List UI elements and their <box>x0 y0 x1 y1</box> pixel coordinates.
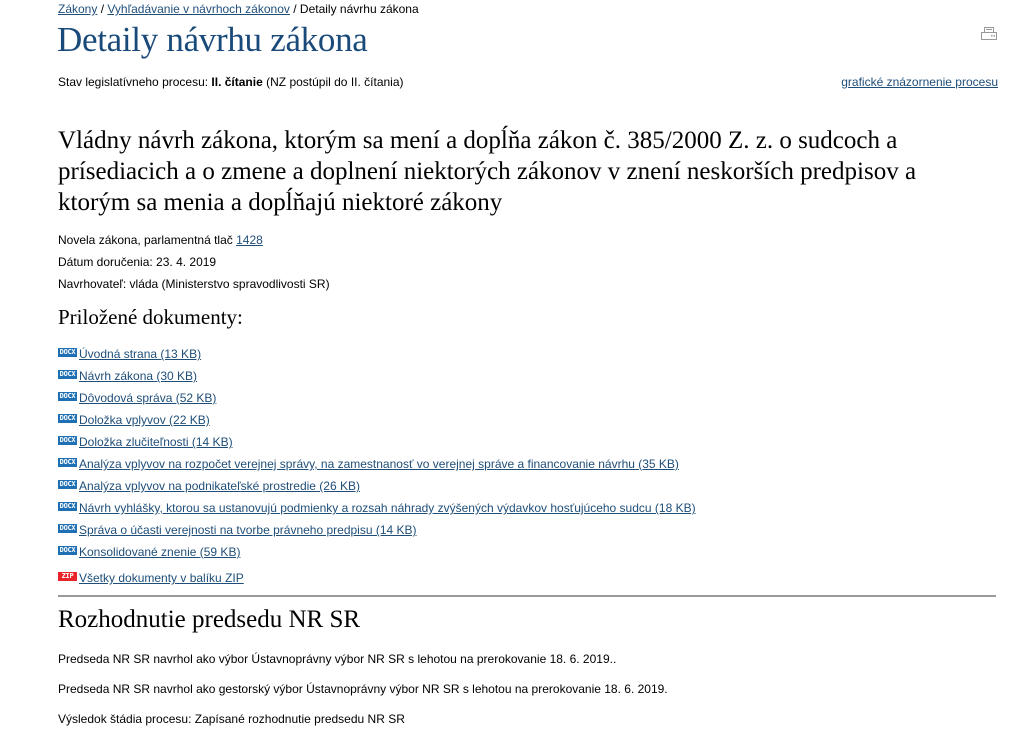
decision-paragraph: Predseda NR SR navrhol ako výbor Ústavnoprávny výbor NR SR s lehotou na prerokovanie 18. 6. 2019.. <box>58 652 617 666</box>
breadcrumb-separator: / <box>97 2 108 16</box>
zip-file-icon: ZIP <box>58 572 77 581</box>
document-link[interactable]: Návrh vyhlášky, ktorou sa ustanovujú podmienky a rozsah náhrady zvýšených výdavkov hosťujúceho sudcu (18 KB) <box>79 501 696 515</box>
docx-file-icon: DOCX <box>59 347 76 356</box>
document-link[interactable]: Analýza vplyvov na podnikateľské prostredie (26 KB) <box>79 479 360 493</box>
docx-file-icon: DOCX <box>59 523 76 532</box>
list-item <box>58 541 696 563</box>
list-item <box>58 497 696 519</box>
document-list <box>58 343 696 563</box>
attached-documents-heading: Priložené dokumenty: <box>58 305 243 329</box>
status-note: (NZ postúpil do II. čítania) <box>262 75 404 89</box>
list-item <box>58 475 696 497</box>
list-item <box>58 365 696 387</box>
docx-file-icon: DOCX <box>59 545 76 554</box>
document-link[interactable]: Konsolidované znenie (59 KB) <box>79 545 241 559</box>
docx-file-icon: DOCX <box>59 479 76 488</box>
docx-file-icon: DOCX <box>59 457 76 466</box>
breadcrumb-current: Detaily návrhu zákona <box>299 2 419 16</box>
parliamentary-print <box>58 233 263 247</box>
list-item <box>58 519 696 541</box>
status-value: II. čítanie <box>211 75 263 89</box>
list-item <box>58 387 696 409</box>
breadcrumb-link-laws[interactable]: Zákony <box>58 2 98 16</box>
document-link[interactable]: Doložka zlučiteľnosti (14 KB) <box>79 435 233 449</box>
page-title: Detaily návrhu zákona <box>57 20 368 59</box>
document-link[interactable]: Dôvodová správa (52 KB) <box>79 391 217 405</box>
breadcrumb-separator: / <box>289 2 300 16</box>
print-number-link[interactable]: 1428 <box>236 233 263 247</box>
document-link[interactable]: Správa o účasti verejnosti na tvorbe právneho predpisu (14 KB) <box>79 523 417 537</box>
list-item <box>58 343 696 365</box>
zip-download-link[interactable]: Všetky dokumenty v balíku ZIP <box>79 571 244 585</box>
docx-file-icon: DOCX <box>59 369 76 378</box>
printer-icon[interactable] <box>981 27 997 41</box>
proposer: Navrhovateľ: vláda (Ministerstvo spravodlivosti SR) <box>58 277 330 291</box>
document-link[interactable]: Návrh zákona (30 KB) <box>79 369 198 383</box>
document-link[interactable]: Doložka vplyvov (22 KB) <box>79 413 210 427</box>
legislative-status <box>58 75 404 89</box>
print-label: Novela zákona, parlamentná tlač <box>58 233 237 247</box>
list-item <box>58 453 696 475</box>
document-link[interactable]: Úvodná strana (13 KB) <box>79 347 202 361</box>
breadcrumb-link-search[interactable]: Vyhľadávanie v návrhoch zákonov <box>107 2 290 16</box>
section-divider <box>58 595 996 597</box>
bill-title: Vládny návrh zákona, ktorým sa mení a dopĺňa zákon č. 385/2000 Z. z. o sudcoch a prísediacich a o zmene a doplnení niektorých zákonov v znení neskorších predpisov a ktorým sa menia a dopĺňajú niektoré zákony <box>58 127 917 216</box>
docx-file-icon: DOCX <box>59 413 76 422</box>
status-label: Stav legislatívneho procesu: <box>58 75 212 89</box>
zip-download <box>58 567 244 589</box>
list-item <box>58 431 696 453</box>
delivery-date: Dátum doručenia: 23. 4. 2019 <box>58 255 217 269</box>
decision-paragraph: Predseda NR SR navrhol ako gestorský výbor Ústavnoprávny výbor NR SR s lehotou na prerokovanie 18. 6. 2019. <box>58 682 668 696</box>
docx-file-icon: DOCX <box>59 435 76 444</box>
docx-file-icon: DOCX <box>59 391 76 400</box>
breadcrumb <box>58 2 419 16</box>
document-link[interactable]: Analýza vplyvov na rozpočet verejnej správy, na zamestnanosť vo verejnej správe a financovanie návrhu (35 KB) <box>79 457 679 471</box>
docx-file-icon: DOCX <box>59 501 76 510</box>
decision-result: Výsledok štádia procesu: Zapísané rozhodnutie predsedu NR SR <box>58 712 405 726</box>
process-diagram-link[interactable]: grafické znázornenie procesu <box>841 75 998 89</box>
speaker-decision-heading: Rozhodnutie predsedu NR SR <box>58 606 361 633</box>
list-item <box>58 409 696 431</box>
